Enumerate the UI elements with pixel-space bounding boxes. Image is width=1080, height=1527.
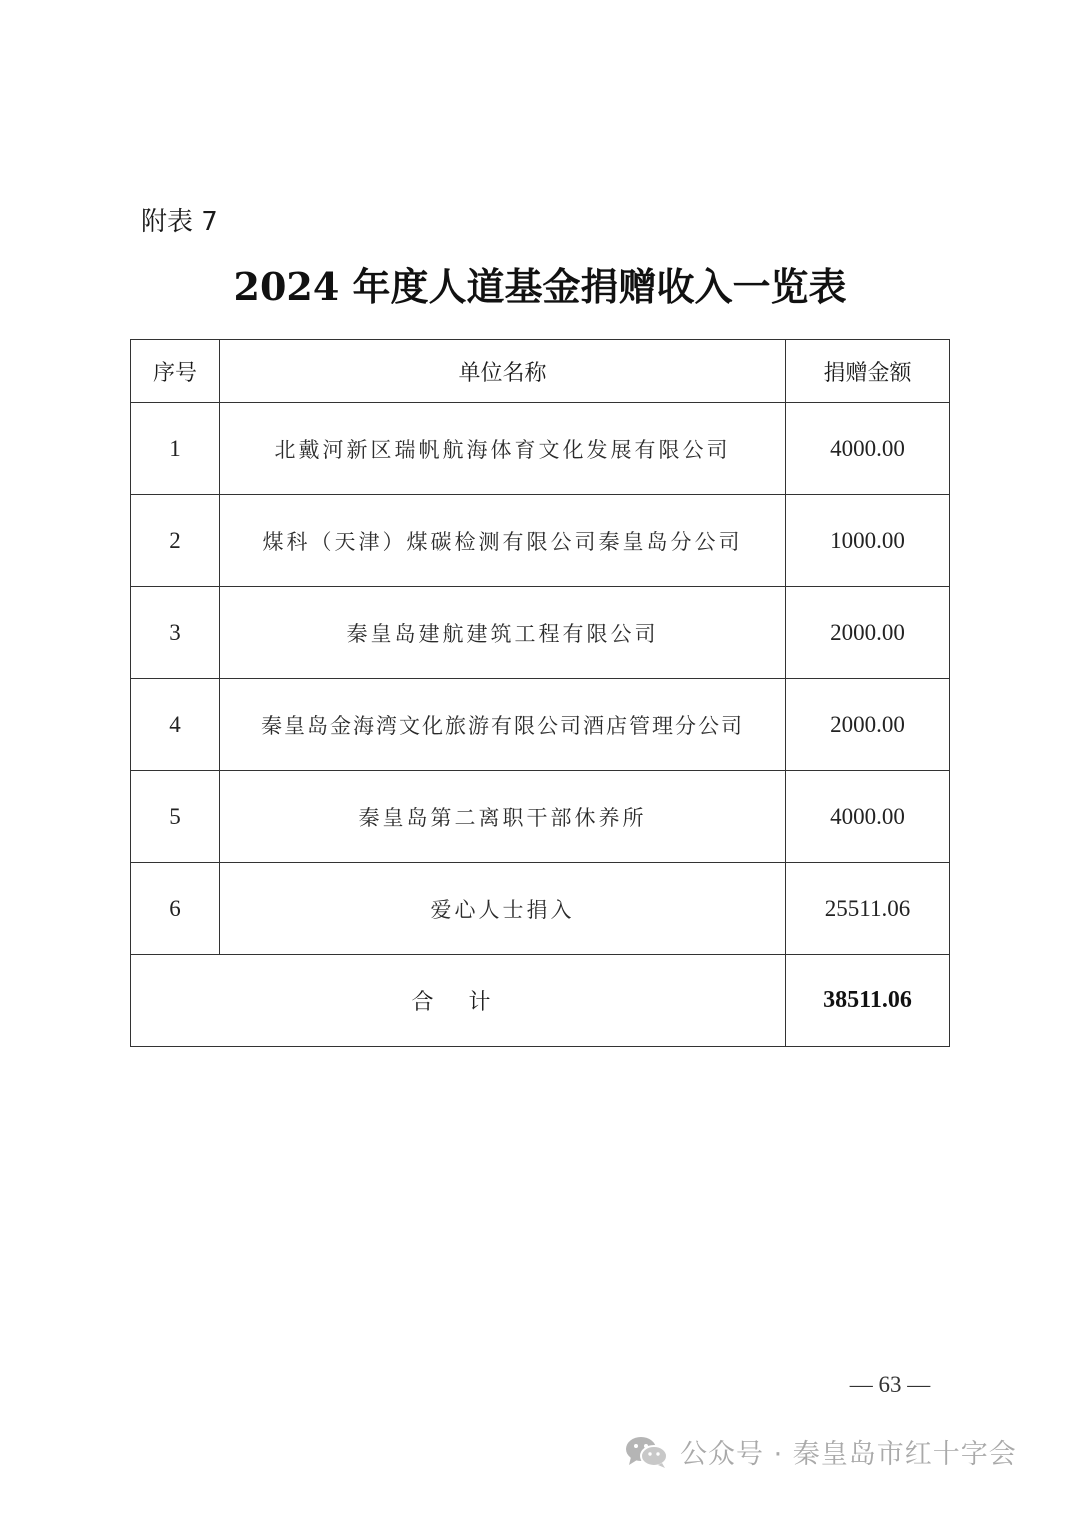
footer-watermark [624, 1432, 1017, 1471]
table-row [131, 771, 950, 863]
row-amount: 1000.00 [786, 495, 950, 587]
row-unit-name: 秦皇岛金海湾文化旅游有限公司酒店管理分公司 [220, 679, 786, 771]
row-unit-name: 爱心人士捐入 [220, 863, 786, 955]
row-amount: 25511.06 [786, 863, 950, 955]
row-number: 3 [131, 587, 220, 679]
page-title: 2024 年度人道基金捐赠收入一览表 [233, 264, 847, 309]
total-amount: 38511.06 [786, 955, 950, 1047]
row-amount: 2000.00 [786, 587, 950, 679]
row-amount: 4000.00 [786, 771, 950, 863]
page-number: — 63 — [849, 1372, 931, 1397]
row-amount: 2000.00 [786, 679, 950, 771]
row-unit-name: 北戴河新区瑞帆航海体育文化发展有限公司 [220, 403, 786, 495]
row-unit-name: 秦皇岛建航建筑工程有限公司 [220, 587, 786, 679]
row-number: 4 [131, 679, 220, 771]
row-unit-name: 煤科（天津）煤碳检测有限公司秦皇岛分公司 [220, 495, 786, 587]
row-amount: 4000.00 [786, 403, 950, 495]
wechat-icon [624, 1435, 670, 1469]
footer-account-name: 公众号 · 秦皇岛市红十字会 [680, 1439, 1017, 1470]
table-header-row [131, 340, 950, 403]
header-number: 序号 [131, 340, 220, 403]
table-row [131, 403, 950, 495]
table-row [131, 679, 950, 771]
donation-table [130, 339, 950, 1047]
table-row [131, 495, 950, 587]
row-number: 6 [131, 863, 220, 955]
table-row [131, 587, 950, 679]
row-unit-name: 秦皇岛第二离职干部休养所 [220, 771, 786, 863]
header-amount: 捐赠金额 [786, 340, 950, 403]
appendix-label: 附表 7 [141, 207, 218, 237]
total-row [131, 955, 950, 1047]
header-unit: 单位名称 [220, 340, 786, 403]
row-number: 2 [131, 495, 220, 587]
total-label: 合 计 [131, 955, 786, 1047]
row-number: 1 [131, 403, 220, 495]
row-number: 5 [131, 771, 220, 863]
table-row [131, 863, 950, 955]
